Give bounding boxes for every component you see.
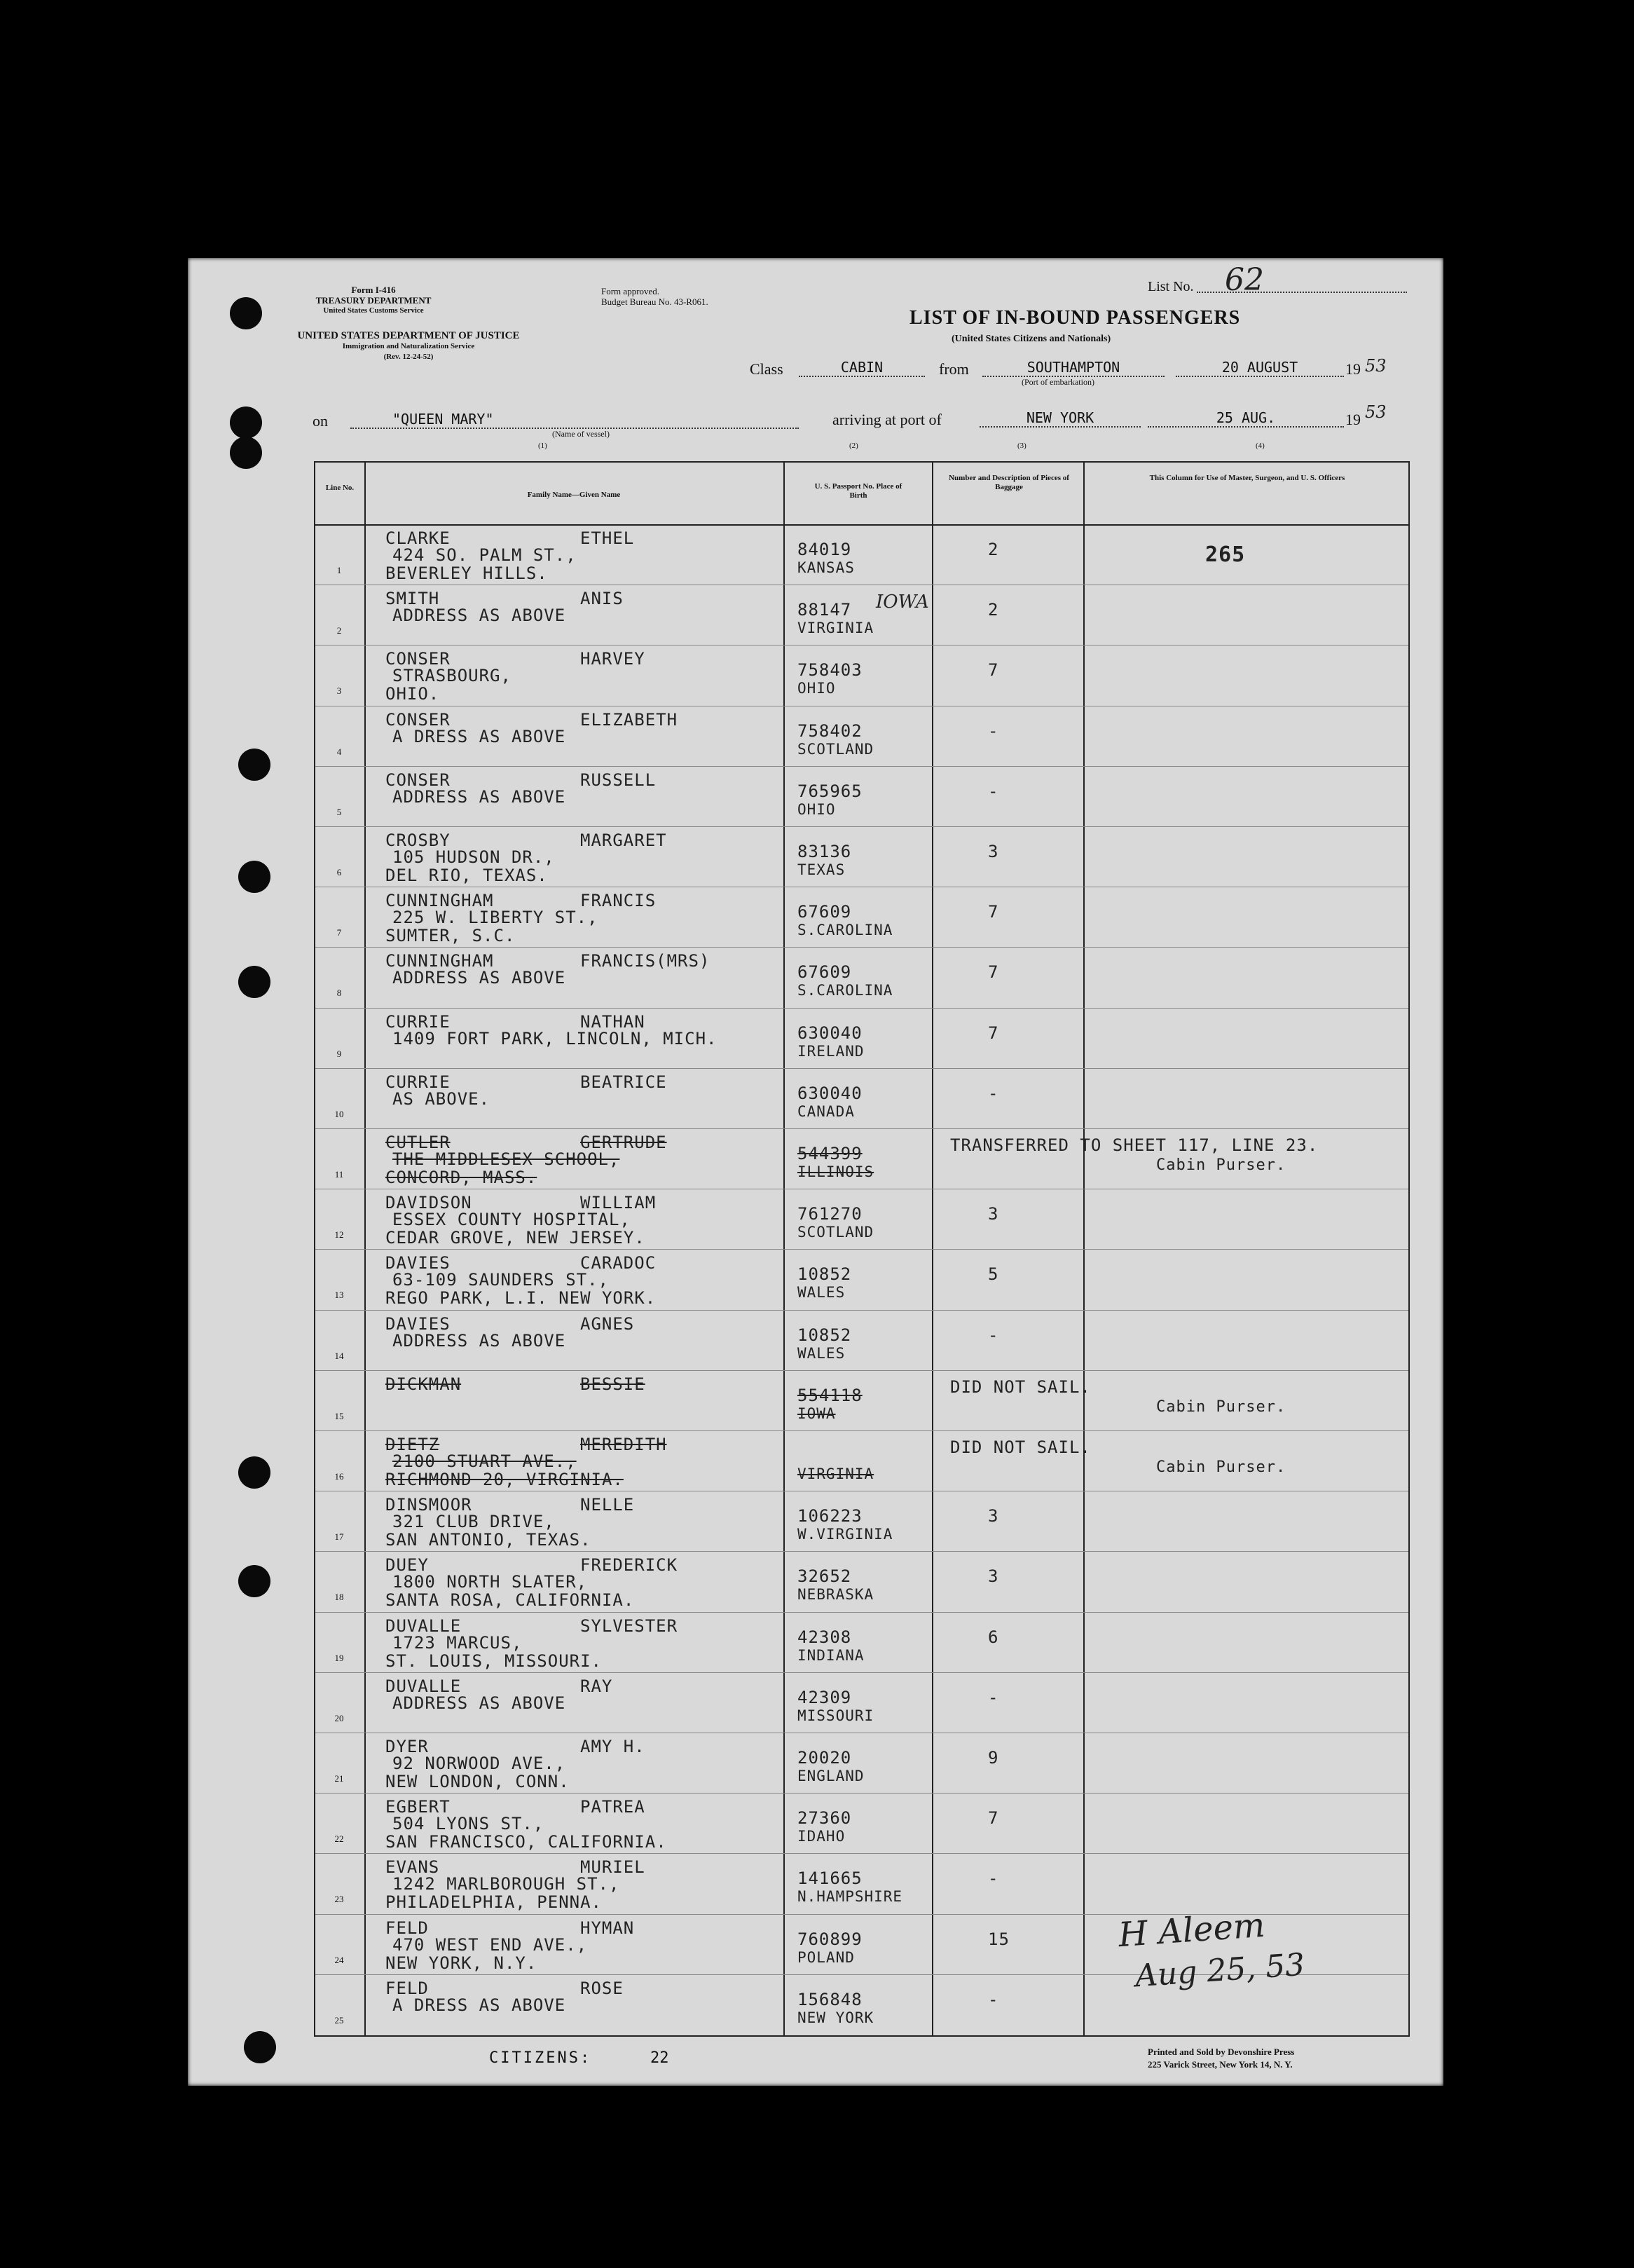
place-of-birth: IOWA bbox=[797, 1405, 836, 1422]
line-number: 8 bbox=[336, 988, 342, 999]
line-number: 16 bbox=[334, 1471, 344, 1482]
given-name: AMY H. bbox=[580, 1737, 645, 1756]
given-name: GERTRUDE bbox=[580, 1133, 667, 1152]
row-divider bbox=[315, 1310, 1408, 1311]
given-name: MARGARET bbox=[580, 831, 667, 850]
baggage-count: - bbox=[988, 720, 999, 741]
address-line-2: CONCORD, MASS. bbox=[385, 1168, 537, 1187]
table-row bbox=[315, 1612, 1408, 1672]
passport-number: 10852 bbox=[797, 1325, 852, 1345]
row-divider bbox=[315, 1370, 1408, 1371]
table-row bbox=[315, 1249, 1408, 1309]
table-row bbox=[315, 826, 1408, 887]
family-name: CLARKE bbox=[385, 528, 451, 548]
baggage-count: - bbox=[988, 1989, 999, 2009]
address-line-2: BEVERLEY HILLS. bbox=[385, 563, 548, 583]
place-of-birth: VIRGINIA bbox=[797, 620, 874, 637]
printer-line-1: Printed and Sold by Devonshire Press bbox=[1148, 2047, 1295, 2057]
address-line-1: 424 SO. PALM ST., bbox=[392, 545, 577, 565]
col-header-name: Family Name—Given Name bbox=[527, 491, 621, 499]
given-name: FRANCIS(MRS) bbox=[580, 951, 710, 971]
baggage-count: - bbox=[988, 1083, 999, 1103]
line-number: 9 bbox=[336, 1048, 342, 1059]
year-prefix: 19 bbox=[1345, 360, 1361, 378]
address-line-1: ESSEX COUNTY HOSPITAL, bbox=[392, 1210, 631, 1230]
family-name: DAVIES bbox=[385, 1313, 451, 1334]
citizens-label: CITIZENS: bbox=[489, 2049, 592, 2067]
table-row bbox=[315, 1672, 1408, 1733]
line-number: 15 bbox=[334, 1410, 344, 1421]
address-line-1: THE MIDDLESEX SCHOOL, bbox=[392, 1149, 620, 1169]
given-name: BESSIE bbox=[580, 1374, 645, 1394]
address-line-1: 92 NORWOOD AVE., bbox=[392, 1754, 566, 1773]
address-line-1: ADDRESS AS ABOVE bbox=[392, 786, 566, 807]
place-of-birth: S.CAROLINA bbox=[797, 982, 893, 999]
line-number: 23 bbox=[334, 1894, 344, 1905]
place-of-birth: TEXAS bbox=[797, 861, 846, 878]
passport-number: 630040 bbox=[797, 1083, 863, 1103]
row-divider bbox=[315, 766, 1408, 767]
address-line-1: 1409 FORT PARK, LINCOLN, MICH. bbox=[392, 1028, 718, 1048]
given-name: RUSSELL bbox=[580, 770, 657, 790]
line-number: 1 bbox=[336, 565, 342, 575]
given-name: FREDERICK bbox=[580, 1555, 678, 1576]
place-of-birth: W.VIRGINIA bbox=[797, 1526, 893, 1543]
baggage-count: 7 bbox=[988, 902, 999, 922]
place-of-birth: OHIO bbox=[797, 680, 836, 697]
baggage-count: - bbox=[988, 781, 999, 801]
baggage-count: 6 bbox=[988, 1627, 999, 1647]
table-row bbox=[315, 947, 1408, 1007]
place-of-birth: KANSAS bbox=[797, 559, 855, 576]
form-number: Form I-416 bbox=[351, 285, 396, 295]
passport-number: 760899 bbox=[797, 1929, 863, 1949]
address-line-1: 63-109 SAUNDERS ST., bbox=[392, 1270, 609, 1290]
line-number: 17 bbox=[334, 1531, 344, 1543]
passport-number: 27360 bbox=[797, 1808, 852, 1829]
approval-block bbox=[601, 286, 741, 307]
table-row bbox=[315, 1370, 1408, 1430]
given-name: AGNES bbox=[580, 1313, 635, 1334]
address-line-1: ADDRESS AS ABOVE bbox=[392, 1693, 566, 1713]
year-value: 53 bbox=[1365, 356, 1387, 376]
col-num-3: (3) bbox=[1017, 442, 1027, 450]
given-name: ANIS bbox=[580, 589, 624, 609]
family-name: DUVALLE bbox=[385, 1615, 462, 1636]
table-row bbox=[315, 766, 1408, 826]
family-name: SMITH bbox=[385, 589, 440, 609]
manifest-page bbox=[188, 258, 1443, 2086]
table-row bbox=[315, 1430, 1408, 1491]
signature-date: Aug 25, 53 bbox=[1134, 1946, 1306, 1995]
table-row bbox=[315, 1008, 1408, 1068]
officer-note-2: Cabin Purser. bbox=[1156, 1398, 1286, 1416]
col-num-1: (1) bbox=[538, 442, 547, 450]
family-name: CONSER bbox=[385, 649, 451, 669]
table-row bbox=[315, 1068, 1408, 1128]
family-name: FELD bbox=[385, 1918, 429, 1938]
address-line-2: RICHMOND 20, VIRGINIA. bbox=[385, 1470, 624, 1489]
place-of-birth: NEW YORK bbox=[797, 2009, 874, 2026]
place-of-birth: INDIANA bbox=[797, 1646, 865, 1664]
passport-number: 10852 bbox=[797, 1264, 852, 1285]
address-line-2: ST. LOUIS, MISSOURI. bbox=[385, 1651, 602, 1671]
address-line-1: 504 LYONS ST., bbox=[392, 1814, 544, 1834]
given-name: ROSE bbox=[580, 1978, 624, 1998]
given-name: PATREA bbox=[580, 1797, 645, 1817]
passport-number: 88147 bbox=[797, 600, 852, 620]
table-row bbox=[315, 887, 1408, 947]
baggage-count: 3 bbox=[988, 1506, 999, 1526]
passenger-table bbox=[314, 461, 1410, 2037]
given-name: MEREDITH bbox=[580, 1435, 667, 1454]
table-row bbox=[315, 1128, 1408, 1189]
table-row bbox=[315, 1310, 1408, 1370]
line-number: 22 bbox=[334, 1833, 344, 1845]
address-line-1: ADDRESS AS ABOVE bbox=[392, 1330, 566, 1351]
given-name: ELIZABETH bbox=[580, 709, 678, 730]
place-of-birth: WALES bbox=[797, 1284, 846, 1302]
table-row bbox=[315, 1793, 1408, 1853]
address-line-1: 470 WEST END AVE., bbox=[392, 1934, 588, 1955]
address-line-2: SANTA ROSA, CALIFORNIA. bbox=[385, 1590, 635, 1611]
table-row bbox=[315, 585, 1408, 645]
place-of-birth: WALES bbox=[797, 1344, 846, 1362]
from-value: SOUTHAMPTON bbox=[982, 359, 1165, 377]
given-name: HYMAN bbox=[580, 1918, 635, 1938]
binder-hole bbox=[238, 749, 270, 781]
given-name: RAY bbox=[580, 1676, 613, 1696]
given-name: NELLE bbox=[580, 1495, 635, 1515]
justice-dept: UNITED STATES DEPARTMENT OF JUSTICE bbox=[297, 330, 520, 341]
binder-hole bbox=[238, 966, 270, 998]
row-divider bbox=[315, 1068, 1408, 1069]
place-of-birth: ENGLAND bbox=[797, 1768, 865, 1784]
baggage-count: 7 bbox=[988, 962, 999, 983]
row-divider bbox=[315, 1430, 1408, 1431]
line-number: 20 bbox=[334, 1712, 344, 1723]
place-of-birth: NEBRASKA bbox=[797, 1586, 874, 1604]
place-of-birth: IDAHO bbox=[797, 1828, 846, 1845]
family-name: CURRIE bbox=[385, 1072, 451, 1092]
place-of-birth: MISSOURI bbox=[797, 1707, 874, 1724]
baggage-count: 15 bbox=[988, 1929, 1010, 1949]
family-name: CROSBY bbox=[385, 831, 451, 850]
table-row bbox=[315, 706, 1408, 766]
baggage-count: 7 bbox=[988, 1808, 999, 1829]
customs-service: United States Customs Service bbox=[323, 306, 424, 315]
place-of-birth: VIRGINIA bbox=[797, 1466, 874, 1482]
line-number: 11 bbox=[334, 1169, 344, 1180]
family-name: EVANS bbox=[385, 1857, 440, 1878]
address-line-1: ADDRESS AS ABOVE bbox=[392, 968, 566, 988]
given-name: NATHAN bbox=[580, 1011, 645, 1032]
family-name: DUVALLE bbox=[385, 1676, 462, 1696]
place-of-birth: POLAND bbox=[797, 1948, 855, 1966]
departure-date: 20 AUGUST bbox=[1176, 359, 1344, 377]
line-number: 18 bbox=[334, 1592, 344, 1603]
address-line-2: PHILADELPHIA, PENNA. bbox=[385, 1892, 602, 1913]
line-number: 21 bbox=[334, 1773, 344, 1784]
row-divider bbox=[315, 1853, 1408, 1854]
passport-number: 630040 bbox=[797, 1023, 863, 1043]
passport-number: 42309 bbox=[797, 1687, 852, 1707]
printer-line-2: 225 Varick Street, New York 14, N. Y. bbox=[1148, 2059, 1293, 2070]
family-name: CONSER bbox=[385, 709, 451, 730]
approval-line-2: Budget Bureau No. 43-R061. bbox=[601, 296, 708, 307]
col-header-officers: This Column for Use of Master, Surgeon, and U. S. Officers bbox=[1149, 474, 1345, 482]
on-label: on bbox=[313, 412, 328, 430]
passport-number: 83136 bbox=[797, 842, 852, 861]
baggage-count: 3 bbox=[988, 1566, 999, 1587]
officer-note-2: Cabin Purser. bbox=[1156, 1156, 1286, 1174]
passport-number: 42308 bbox=[797, 1627, 852, 1647]
passport-number: 758403 bbox=[797, 660, 863, 681]
family-name: DAVIES bbox=[385, 1253, 451, 1273]
embark-note: (Port of embarkation) bbox=[1022, 377, 1094, 387]
ins-service: Immigration and Naturalization Service bbox=[342, 342, 475, 350]
family-name: DYER bbox=[385, 1737, 429, 1756]
binder-hole bbox=[230, 407, 262, 439]
handwritten-birth-note: IOWA bbox=[876, 592, 929, 613]
place-of-birth: IRELAND bbox=[797, 1042, 865, 1060]
document-subtitle: (United States Citizens and Nationals) bbox=[952, 334, 1111, 344]
line-number: 10 bbox=[334, 1108, 344, 1119]
line-number: 6 bbox=[336, 867, 342, 877]
approval-line-1: Form approved. bbox=[601, 286, 660, 296]
line-number: 12 bbox=[334, 1229, 344, 1241]
baggage-count: 9 bbox=[988, 1748, 999, 1768]
list-no-value: 62 bbox=[1225, 262, 1264, 298]
address-line-1: 1800 NORTH SLATER, bbox=[392, 1572, 588, 1592]
address-line-2: REGO PARK, L.I. NEW YORK. bbox=[385, 1288, 657, 1309]
baggage-count: 3 bbox=[988, 1204, 999, 1224]
baggage-count: - bbox=[988, 1325, 999, 1345]
address-line-1: 105 HUDSON DR., bbox=[392, 847, 555, 867]
address-line-1: 1242 MARLBOROUGH ST., bbox=[392, 1874, 620, 1894]
row-divider bbox=[315, 1249, 1408, 1250]
class-label: Class bbox=[750, 360, 783, 378]
address-line-1: ADDRESS AS ABOVE bbox=[392, 606, 566, 626]
place-of-birth: ILLINOIS bbox=[797, 1163, 874, 1180]
family-name: FELD bbox=[385, 1978, 429, 1998]
address-line-2: CEDAR GROVE, NEW JERSEY. bbox=[385, 1228, 645, 1248]
passport-number: 84019 bbox=[797, 540, 852, 559]
vessel-note: (Name of vessel) bbox=[552, 429, 610, 439]
given-name: MURIEL bbox=[580, 1857, 645, 1878]
table-row bbox=[315, 1491, 1408, 1551]
document-title: LIST OF IN-BOUND PASSENGERS bbox=[909, 307, 1241, 329]
treasury-dept: TREASURY DEPARTMENT bbox=[315, 295, 432, 306]
year2-prefix: 19 bbox=[1345, 411, 1361, 428]
line-number: 19 bbox=[334, 1652, 344, 1663]
signature-name: H Aleem bbox=[1117, 1905, 1267, 1955]
table-row bbox=[315, 1189, 1408, 1249]
line-number: 25 bbox=[334, 2014, 344, 2026]
line-number: 4 bbox=[336, 746, 342, 757]
place-of-birth: OHIO bbox=[797, 800, 836, 818]
arrival-date: 25 AUG. bbox=[1148, 409, 1344, 428]
passport-number: 141665 bbox=[797, 1869, 863, 1889]
row-divider bbox=[315, 1008, 1408, 1009]
passport-number: 758402 bbox=[797, 720, 863, 741]
address-line-2: NEW YORK, N.Y. bbox=[385, 1953, 537, 1973]
address-line-1: 321 CLUB DRIVE, bbox=[392, 1512, 555, 1532]
row-divider bbox=[315, 826, 1408, 827]
address-line-2: SAN FRANCISCO, CALIFORNIA. bbox=[385, 1832, 667, 1852]
address-line-1: A DRESS AS ABOVE bbox=[392, 726, 566, 746]
passport-number: 67609 bbox=[797, 902, 852, 922]
row-divider bbox=[315, 947, 1408, 948]
address-line-1: 225 W. LIBERTY ST., bbox=[392, 908, 598, 928]
address-line-2: SUMTER, S.C. bbox=[385, 926, 516, 946]
line-number: 7 bbox=[336, 927, 342, 938]
given-name: FRANCIS bbox=[580, 891, 657, 911]
family-name: DICKMAN bbox=[385, 1374, 462, 1394]
baggage-count: 5 bbox=[988, 1264, 999, 1285]
family-name: CUNNINGHAM bbox=[385, 951, 494, 971]
table-row bbox=[315, 524, 1408, 585]
given-name: ETHEL bbox=[580, 528, 635, 548]
binder-hole bbox=[244, 2031, 276, 2063]
binder-hole bbox=[238, 1456, 270, 1489]
arrival-port: NEW YORK bbox=[980, 409, 1141, 428]
revision: (Rev. 12-24-52) bbox=[383, 353, 434, 361]
baggage-count: 7 bbox=[988, 660, 999, 681]
justice-block bbox=[293, 331, 524, 362]
row-divider bbox=[315, 1128, 1408, 1129]
passport-number: 765965 bbox=[797, 781, 863, 801]
binder-hole bbox=[230, 437, 262, 469]
class-value: CABIN bbox=[799, 359, 925, 377]
passport-number: 761270 bbox=[797, 1204, 863, 1224]
col-num-4: (4) bbox=[1256, 442, 1265, 450]
col-header-line: Line No. bbox=[325, 484, 355, 492]
table-row bbox=[315, 1853, 1408, 1913]
citizens-count: 22 bbox=[650, 2049, 669, 2067]
passport-number: 106223 bbox=[797, 1506, 863, 1526]
baggage-count: 2 bbox=[988, 600, 999, 620]
address-line-2: NEW LONDON, CONN. bbox=[385, 1772, 570, 1791]
col-num-2: (2) bbox=[849, 442, 858, 450]
place-of-birth: SCOTLAND bbox=[797, 1224, 874, 1241]
address-line-1: 2100 STUART AVE., bbox=[392, 1451, 577, 1471]
officer-note: DID NOT SAIL. bbox=[950, 1437, 1091, 1457]
binder-hole bbox=[230, 297, 262, 329]
given-name: CARADOC bbox=[580, 1253, 657, 1273]
baggage-count: - bbox=[988, 1869, 999, 1889]
row-divider bbox=[315, 1793, 1408, 1794]
list-no-label: List No. bbox=[1148, 279, 1194, 294]
given-name: SYLVESTER bbox=[580, 1615, 678, 1636]
address-line-1: AS ABOVE. bbox=[392, 1088, 490, 1109]
col-header-passport: U. S. Passport No. Place of Birth bbox=[814, 482, 902, 500]
line-number: 3 bbox=[336, 685, 342, 697]
binder-hole bbox=[238, 1565, 270, 1597]
passport-number: 554118 bbox=[797, 1385, 863, 1405]
given-name: WILLIAM bbox=[580, 1193, 657, 1213]
family-name: EGBERT bbox=[385, 1797, 451, 1817]
given-name: BEATRICE bbox=[580, 1072, 667, 1092]
table-row bbox=[315, 1551, 1408, 1611]
baggage-count: - bbox=[988, 1687, 999, 1707]
line-number: 5 bbox=[336, 806, 342, 817]
family-name: DAVIDSON bbox=[385, 1193, 472, 1213]
baggage-count: 2 bbox=[988, 540, 999, 559]
table-row bbox=[315, 1733, 1408, 1793]
address-line-1: A DRESS AS ABOVE bbox=[392, 1995, 566, 2015]
place-of-birth: CANADA bbox=[797, 1102, 855, 1120]
officer-note-2: Cabin Purser. bbox=[1156, 1459, 1286, 1476]
arriving-label: arriving at port of bbox=[832, 411, 942, 428]
row-divider bbox=[315, 1672, 1408, 1673]
line-number: 14 bbox=[334, 1350, 344, 1361]
passport-number: 544399 bbox=[797, 1144, 863, 1163]
family-name: DIETZ bbox=[385, 1435, 440, 1454]
given-name: HARVEY bbox=[580, 649, 645, 669]
place-of-birth: SCOTLAND bbox=[797, 740, 874, 758]
family-name: DINSMOOR bbox=[385, 1495, 472, 1515]
passport-number: 20020 bbox=[797, 1748, 852, 1768]
address-line-2: SAN ANTONIO, TEXAS. bbox=[385, 1530, 591, 1550]
form-block bbox=[293, 285, 454, 316]
passport-number: 67609 bbox=[797, 962, 852, 983]
address-line-2: DEL RIO, TEXAS. bbox=[385, 866, 548, 885]
place-of-birth: N.HAMPSHIRE bbox=[797, 1888, 903, 1906]
col-header-baggage: Number and Description of Pieces of Baggage bbox=[949, 474, 1069, 491]
family-name: CUNNINGHAM bbox=[385, 891, 494, 911]
table-row bbox=[315, 645, 1408, 705]
row-divider bbox=[315, 1612, 1408, 1613]
row-divider bbox=[315, 1551, 1408, 1552]
family-name: DUEY bbox=[385, 1555, 429, 1576]
baggage-count: 3 bbox=[988, 842, 999, 861]
baggage-count: 7 bbox=[988, 1023, 999, 1043]
passport-number: 32652 bbox=[797, 1566, 852, 1587]
address-line-1: STRASBOURG, bbox=[392, 666, 512, 686]
binder-hole bbox=[238, 861, 270, 893]
line-number: 13 bbox=[334, 1290, 344, 1301]
place-of-birth: S.CAROLINA bbox=[797, 922, 893, 939]
family-name: CUTLER bbox=[385, 1133, 451, 1152]
family-name: CONSER bbox=[385, 770, 451, 790]
officer-note: 265 bbox=[1205, 542, 1246, 567]
line-number: 2 bbox=[336, 625, 342, 636]
officer-note: DID NOT SAIL. bbox=[950, 1376, 1091, 1397]
year2-value: 53 bbox=[1365, 402, 1387, 422]
line-number: 24 bbox=[334, 1954, 344, 1965]
vessel-name: "QUEEN MARY" bbox=[350, 411, 799, 429]
address-line-2: OHIO. bbox=[385, 684, 440, 704]
address-line-1: 1723 MARCUS, bbox=[392, 1632, 523, 1653]
family-name: CURRIE bbox=[385, 1011, 451, 1032]
passport-number: 156848 bbox=[797, 1989, 863, 2009]
officer-note: TRANSFERRED TO SHEET 117, LINE 23. bbox=[950, 1135, 1319, 1155]
from-label: from bbox=[939, 360, 969, 378]
